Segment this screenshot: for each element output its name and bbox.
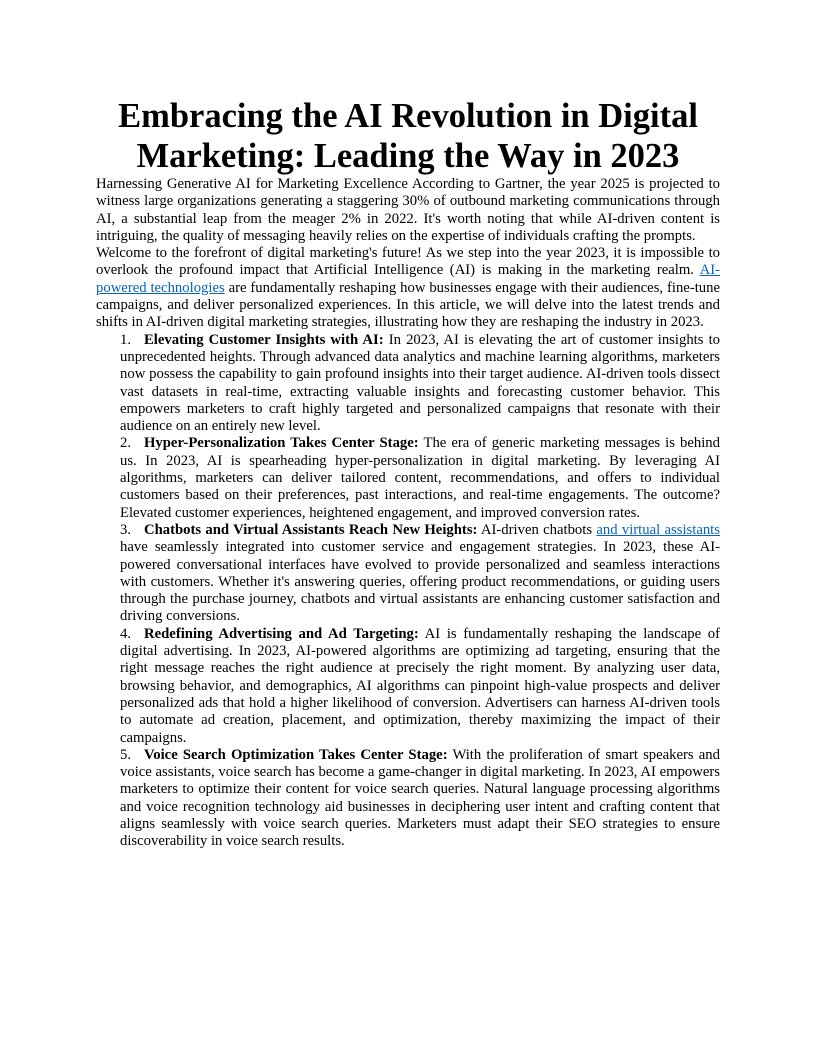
trends-list <box>96 332 720 851</box>
list-number: 3. <box>120 521 132 538</box>
list-number: 5. <box>120 746 132 763</box>
list-number: 1. <box>120 331 132 348</box>
welcome-paragraph <box>96 245 720 331</box>
virtual-assistants-link[interactable]: and virtual assistants <box>596 521 720 538</box>
list-number: 4. <box>120 625 132 642</box>
page-title: Embracing the AI Revolution in Digital Marketing: Leading the Way in 2023 <box>118 97 698 175</box>
welcome-text-after: are fundamentally reshaping how businesses engage with their audiences, fine-tune campaigns, and deliver personalized experiences. In this article, we will delve into the latest trends and shifts in AI-driven digital marketing strategies, illustrating how they are reshaping the industry in 2023. <box>96 279 720 331</box>
welcome-text-before: Welcome to the forefront of digital marketing's future! As we step into the year 2023, it is impossible to overlook the profound impact that Artificial Intelligence (AI) is making in the marketing realm. <box>96 245 720 279</box>
list-item-heading: Hyper-Personalization Takes Center Stage: <box>144 435 419 452</box>
list-item-text-after: have seamlessly integrated into customer service and engagement strategies. In 2023, these AI-powered conversational interfaces have evolved to provide personalized and seamless interactions with customers. Whether it's answering queries, offering product recommendations, or guiding users through the purchase journey, chatbots and virtual assistants are enhancing customer satisfaction and driving conversions. <box>120 539 720 625</box>
list-item-text: With the proliferation of smart speakers and voice assistants, voice search has become a game-changer in digital marketing. In 2023, AI empowers marketers to optimize their content for voice search queries. Natural language processing algorithms and voice recognition technology aid businesses in deciphering user intent and crafting content that aligns seamlessly with voice search queries. Marketers must adapt their SEO strategies to ensure discoverability in voice search results. <box>120 746 720 850</box>
list-item <box>120 747 720 851</box>
list-number: 2. <box>120 435 132 452</box>
list-item <box>120 435 720 521</box>
list-item <box>120 522 720 626</box>
list-item-text: In 2023, AI is elevating the art of customer insights to unprecedented heights. Through advanced data analytics and machine learning algorithms, marketers now possess the capability to gain profound insights into their target audience. AI-driven tools dissect vast datasets in real-time, extracting valuable insights and forecasting customer behavior. This empowers marketers to craft highly targeted and personalized campaigns that resonate with their audience on an entirely new level. <box>120 331 720 435</box>
intro-paragraph: Harnessing Generative AI for Marketing Excellence According to Gartner, the year 2025 is projected to witness large organizations generating a staggering 30% of outbound marketing communications through AI, a substantial leap from the meager 2% in 2022. It's worth noting that while AI-driven content is intriguing, the quality of messaging heavily relies on the expertise of individuals crafting the prompts. <box>96 176 720 244</box>
list-item-text: The era of generic marketing messages is behind us. In 2023, AI is spearheading hyper-personalization in digital marketing. By leveraging AI algorithms, marketers can deliver tailored content, recommendations, and offers to individual customers based on their preferences, past interactions, and real-time engagements. The outcome? Elevated customer experiences, heightened engagement, and improved conversion rates. <box>120 435 720 521</box>
list-item-heading: Chatbots and Virtual Assistants Reach New Heights: <box>144 521 478 538</box>
list-item <box>120 332 720 436</box>
list-item-text: AI is fundamentally reshaping the landscape of digital advertising. In 2023, AI-powered algorithms are optimizing ad targeting, ensuring that the right message reaches the right audience at precisely the right moment. By analyzing user data, browsing behavior, and demographics, AI algorithms can pinpoint high-value prospects and deliver personalized ads that hold a higher likelihood of conversion. Advertisers can harness AI-driven tools to automate ad creation, placement, and optimization, thereby maximizing the impact of their campaigns. <box>120 625 720 746</box>
ai-powered-technologies-link[interactable]: AI-powered technologies <box>96 262 720 296</box>
list-item-heading: Redefining Advertising and Ad Targeting: <box>144 625 419 642</box>
list-item-heading: Elevating Customer Insights with AI: <box>144 331 384 348</box>
list-item-text-before: AI-driven chatbots <box>477 521 597 538</box>
document-page <box>96 96 720 851</box>
list-item-heading: Voice Search Optimization Takes Center Stage: <box>144 746 448 763</box>
list-item <box>120 626 720 747</box>
